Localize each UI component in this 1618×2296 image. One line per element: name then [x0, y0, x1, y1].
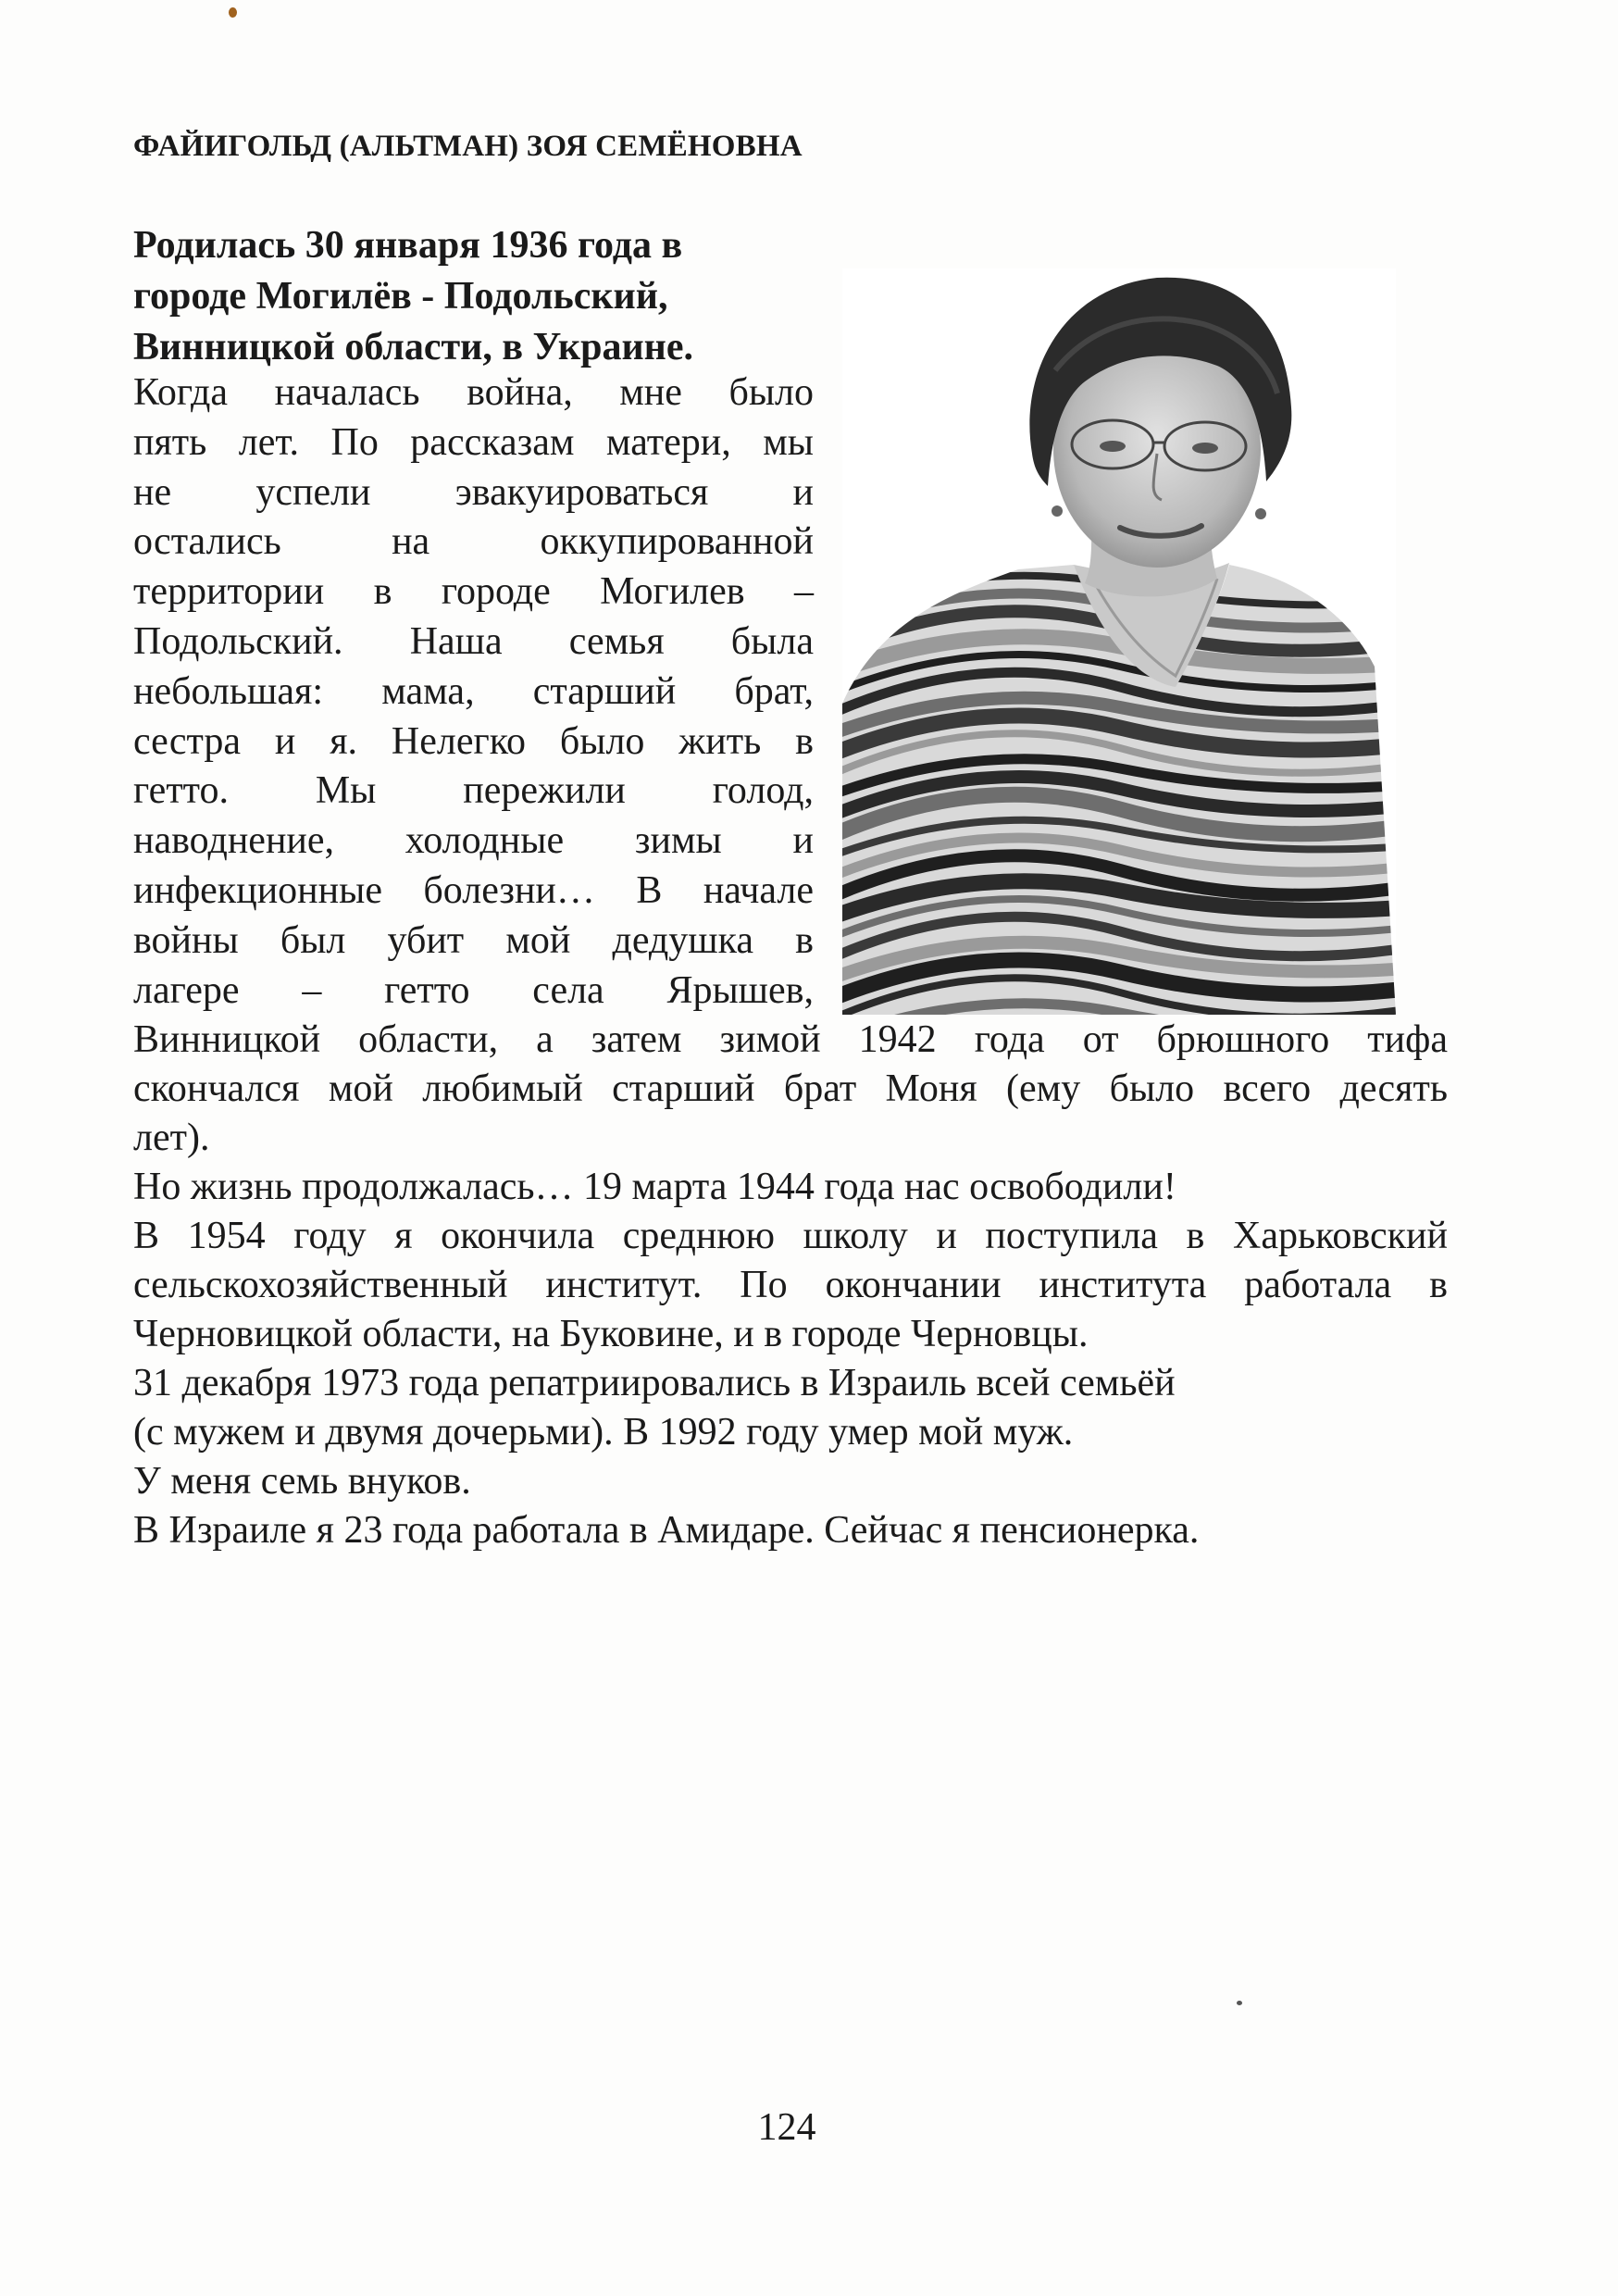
- paper-speck: [1237, 2001, 1242, 2005]
- column-text-line: не успели эвакуироваться и: [133, 470, 814, 514]
- column-text-line: Подольский. Наша семья была: [133, 620, 814, 663]
- full-width-text-line: сельскохозяйственный институт. По окончании института работала в: [133, 1264, 1448, 1306]
- full-width-text-line: Черновицкой области, на Буковине, и в городе Черновцы.: [133, 1313, 1089, 1355]
- column-text-line: остались на оккупированной: [133, 520, 814, 564]
- column-text-line: пять лет. По рассказам матери, мы: [133, 420, 814, 464]
- full-width-text-line: Но жизнь продолжалась… 19 марта 1944 года нас освободили!: [133, 1166, 1176, 1208]
- full-width-text-line: У меня семь внуков.: [133, 1460, 471, 1503]
- portrait-photo-icon: [842, 268, 1396, 1015]
- intro-line: городе Могилёв - Подольский,: [133, 275, 668, 318]
- full-width-text-line: скончался мой любимый старший брат Моня (ему было всего десять: [133, 1067, 1448, 1110]
- full-width-text-line: 31 декабря 1973 года репатриировались в Израиль всей семьёй: [133, 1362, 1176, 1404]
- full-width-text-line: лет).: [133, 1117, 210, 1159]
- column-text-line: гетто. Мы пережили голод,: [133, 769, 814, 813]
- full-width-text-line: (с мужем и двумя дочерьми). В 1992 году умер мой муж.: [133, 1411, 1074, 1454]
- column-text-line: войны был убит мой дедушка в: [133, 918, 814, 962]
- column-text-line: наводнение, холодные зимы и: [133, 819, 814, 863]
- column-text-line: территории в городе Могилев –: [133, 570, 814, 614]
- document-heading: ФАЙИГОЛЬД (АЛЬТМАН) ЗОЯ СЕМЁНОВНА: [133, 130, 803, 163]
- portrait-photo: [842, 268, 1396, 1015]
- paper-speck: [229, 7, 237, 18]
- full-width-text-line: В 1954 году я окончила среднюю школу и поступила в Харьковский: [133, 1215, 1448, 1257]
- column-text-line: небольшая: мама, старший брат,: [133, 669, 814, 713]
- intro-line: Родилась 30 января 1936 года в: [133, 224, 683, 267]
- column-text-line: инфекционные болезни… В начале: [133, 869, 814, 912]
- full-width-text-line: В Израиле я 23 года работала в Амидаре. Сейчас я пенсионерка.: [133, 1509, 1200, 1552]
- full-width-text-line: Винницкой области, а затем зимой 1942 года от брюшного тифа: [133, 1018, 1448, 1061]
- intro-line: Винницкой области, в Украине.: [133, 326, 694, 368]
- column-text-line: лагере – гетто села Ярышев,: [133, 968, 814, 1012]
- column-text-line: сестра и я. Нелегко было жить в: [133, 719, 814, 763]
- column-text-line: Когда началась война, мне было: [133, 371, 814, 414]
- page-number: 124: [757, 2106, 816, 2149]
